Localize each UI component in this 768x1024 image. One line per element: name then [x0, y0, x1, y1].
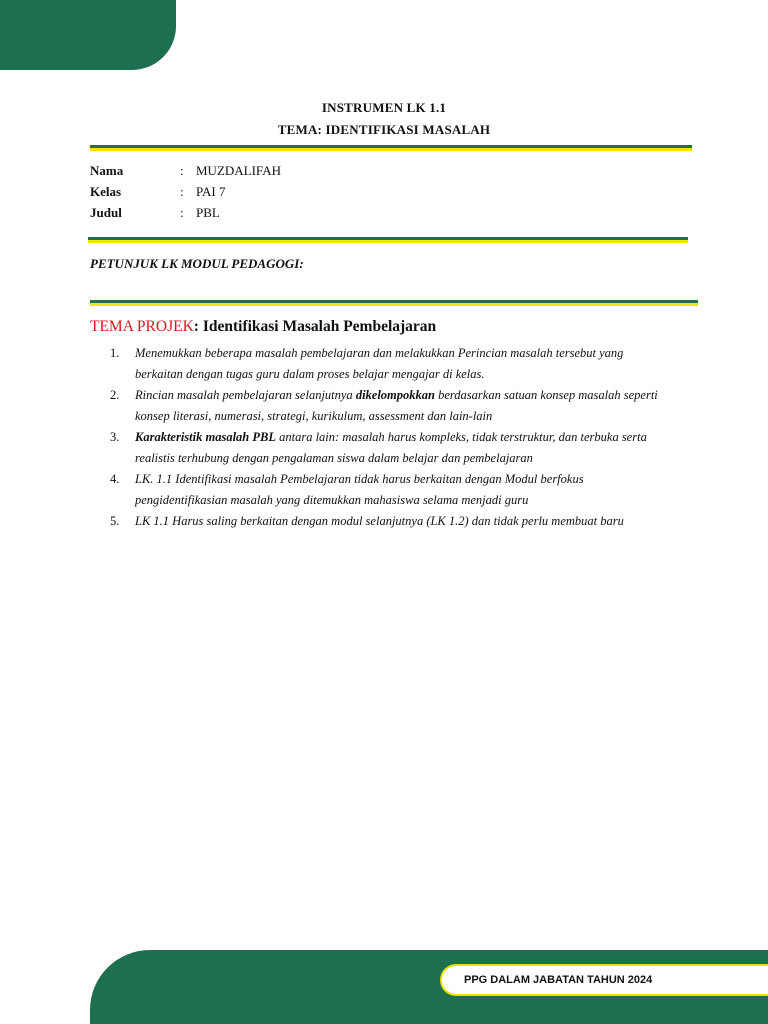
- divider-line: [90, 145, 692, 151]
- tema-title: : Identifikasi Masalah Pembelajaran: [193, 318, 437, 335]
- list-number: 5.: [110, 514, 120, 528]
- divider-line: [88, 237, 688, 243]
- list-number: 1.: [110, 346, 120, 360]
- item-bold-text: Karakteristik masalah PBL: [135, 430, 276, 444]
- identity-colon: :: [180, 163, 184, 178]
- list-number: 2.: [110, 388, 120, 402]
- list-item: [110, 427, 670, 469]
- divider-line: [90, 300, 698, 306]
- list-item: [110, 343, 670, 385]
- item-text: LK 1.1 Harus saling berkaitan dengan modul selanjutnya (LK 1.2) dan tidak perlu membuat baru: [135, 514, 624, 528]
- identity-colon: :: [180, 205, 184, 220]
- item-text-after: antara lain: masalah harus kompleks, tidak terstruktur, dan terbuka serta realistis terhubung dengan pengalaman siswa dalam belajar dan pembelajaran: [135, 430, 647, 465]
- identity-label: Nama: [90, 163, 124, 178]
- list-item: [110, 511, 670, 532]
- instruction-list: [110, 343, 670, 532]
- identity-colon: :: [180, 184, 184, 199]
- instructions-heading: PETUNJUK LK MODUL PEDAGOGI:: [90, 256, 304, 271]
- item-bold-text: dikelompokkan: [355, 388, 435, 402]
- item-text: LK. 1.1 Identifikasi masalah Pembelajaran tidak harus berkaitan dengan Modul berfokus pengidentifikasian masalah yang ditemukkan mahasiswa selama menjadi guru: [135, 472, 584, 507]
- item-text: Menemukkan beberapa masalah pembelajaran dan melakukkan Perincian masalah tersebut yang berkaitan dengan tugas guru dalam proses belajar mengajar di kelas.: [135, 346, 624, 381]
- list-number: 3.: [110, 430, 120, 444]
- top-corner-decoration: [0, 0, 176, 70]
- list-item: [110, 469, 670, 511]
- item-text-after: berdasarkan satuan konsep masalah seperti konsep literasi, numerasi, strategi, kurikulum, assessment dan lain-lain: [135, 388, 658, 423]
- tema-heading: [90, 318, 436, 336]
- identity-label: Kelas: [90, 184, 122, 199]
- list-item: [110, 385, 670, 427]
- item-text: Rincian masalah pembelajaran selanjutnya: [135, 388, 356, 402]
- list-number: 4.: [110, 472, 120, 486]
- identity-label: Judul: [90, 205, 122, 220]
- identity-value: MUZDALIFAH: [196, 163, 281, 178]
- tema-label: TEMA PROJEK: [90, 318, 194, 335]
- identity-value: PBL: [196, 205, 220, 220]
- footer-label: PPG DALAM JABATAN TAHUN 2024: [440, 964, 768, 996]
- document-title: INSTRUMEN LK 1.1: [321, 100, 447, 115]
- document-subtitle: TEMA: IDENTIFIKASI MASALAH: [277, 122, 491, 137]
- identity-value: PAI 7: [196, 184, 226, 199]
